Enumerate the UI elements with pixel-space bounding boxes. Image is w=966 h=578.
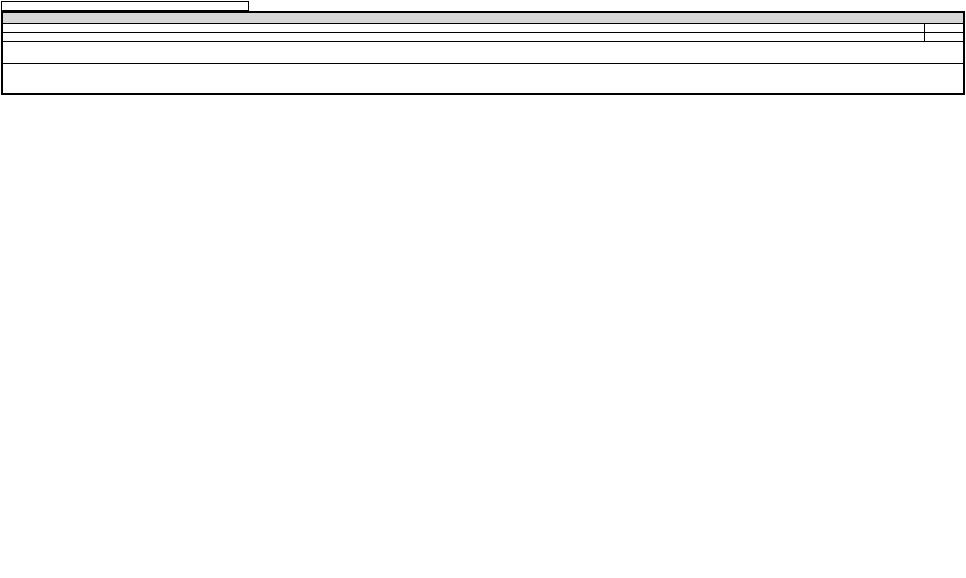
deadline-label	[3, 67, 963, 76]
grid2-input-row	[1, 169, 927, 178]
grid2-units-row	[1, 160, 927, 169]
grid2-header-row	[1, 151, 927, 160]
grid1-units-row	[1, 123, 927, 132]
data-grid-2	[1, 151, 927, 187]
document-title	[1, 1, 249, 11]
data-grid-1	[1, 114, 927, 150]
data-service-section	[1, 11, 965, 95]
deadline-text	[3, 76, 963, 85]
legal-label	[3, 41, 963, 50]
grid1-input-row	[1, 132, 927, 141]
legal-text	[3, 50, 963, 59]
grid1-header-row	[1, 114, 927, 123]
frequency-value	[924, 32, 963, 41]
mekh-value	[924, 23, 963, 32]
